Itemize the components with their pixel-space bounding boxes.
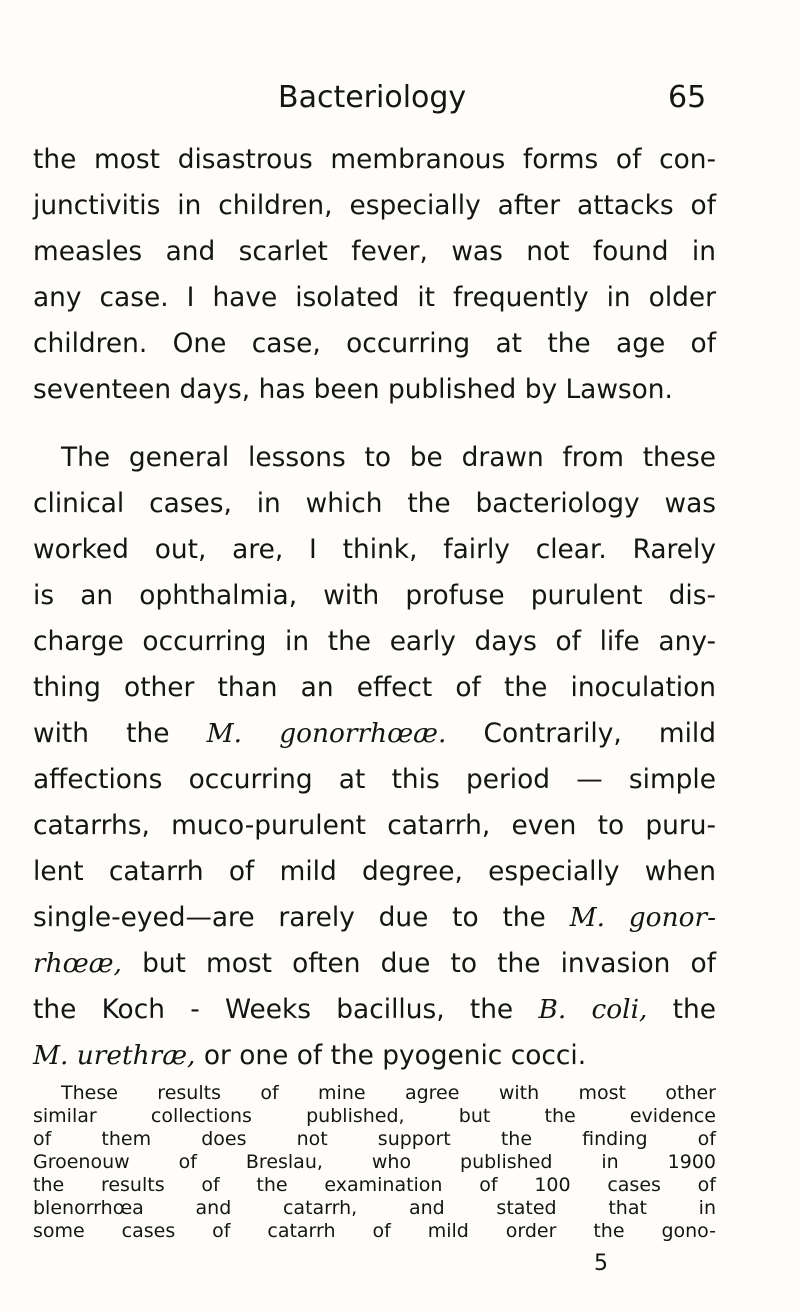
text-line: thing other than an effect of the inoculation (33, 672, 716, 703)
text-line: blenorrhœa and catarrh, and stated that in (33, 1197, 716, 1219)
italic-term: B. coli, (538, 994, 648, 1025)
text-line: Groenouw of Breslau, who published in 1900 (33, 1151, 716, 1173)
running-title: Bacteriology (278, 80, 467, 115)
text-run: with the (33, 718, 207, 749)
text-line (33, 714, 716, 754)
text-line: similar collections published, but the evidence (33, 1105, 716, 1127)
text-line: lent catarrh of mild degree, especially when (33, 856, 716, 887)
text-run: or one of the pyogenic cocci. (195, 1040, 587, 1071)
text-line: catarrhs, muco-purulent catarrh, even to puru- (33, 810, 716, 841)
text-run: the Koch - Weeks bacillus, the (33, 994, 539, 1025)
text-run: single-eyed—are rarely due to the (33, 902, 570, 933)
text-line: worked out, are, I think, fairly clear. Rarely (33, 534, 716, 565)
italic-term: M. urethræ, (33, 1040, 196, 1071)
text-line: clinical cases, in which the bacteriology was (33, 488, 716, 519)
text-line: The general lessons to be drawn from these (61, 442, 716, 473)
text-line: the results of the examination of 100 cases of (33, 1174, 716, 1196)
text-line: the most disastrous membranous forms of con- (33, 144, 716, 175)
text-line: affections occurring at this period — simple (33, 764, 716, 795)
italic-term: M. gonor- (569, 902, 716, 933)
text-line: seventeen days, has been published by Lawson. (33, 374, 673, 405)
text-line (33, 1036, 716, 1076)
italic-term: rhœæ, (33, 948, 122, 979)
page-number: 65 (668, 80, 707, 115)
text-run: Contrarily, mild (446, 718, 717, 749)
text-line: junctivitis in children, especially after attacks of (33, 190, 716, 221)
text-line: is an ophthalmia, with profuse purulent dis- (33, 580, 716, 611)
text-line: some cases of catarrh of mild order the gono- (33, 1220, 716, 1242)
text-run: but most often due to the invasion of (121, 948, 716, 979)
text-line (33, 944, 716, 984)
text-run: the (647, 994, 716, 1025)
text-line: children. One case, occurring at the age of (33, 328, 716, 359)
page-header (0, 72, 800, 124)
text-line: These results of mine agree with most other (61, 1082, 716, 1104)
text-line: of them does not support the finding of (33, 1128, 716, 1150)
text-line: measles and scarlet fever, was not found in (33, 236, 716, 267)
text-line (33, 898, 716, 938)
signature-mark: 5 (594, 1251, 608, 1276)
text-line: charge occurring in the early days of life any- (33, 626, 716, 657)
text-line (33, 990, 716, 1030)
italic-term: M. gonorrhœæ. (206, 718, 447, 749)
text-line: any case. I have isolated it frequently in older (33, 282, 716, 313)
